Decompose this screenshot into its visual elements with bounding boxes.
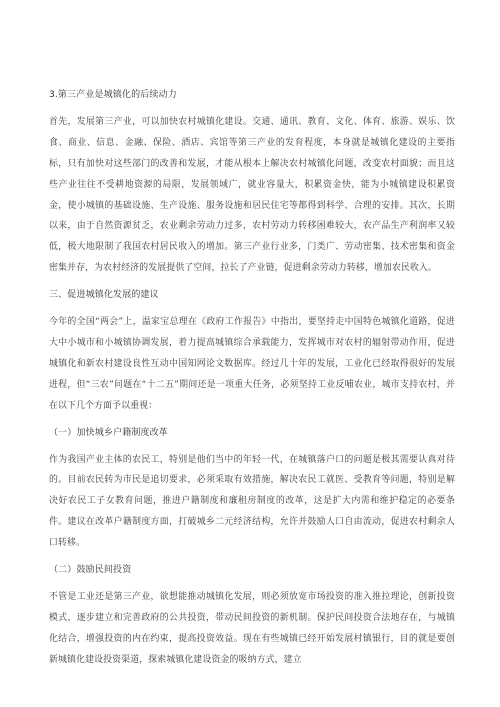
paragraph-suggestions: 今年的全国“两会”上，温家宝总理在《政府工作报告》中指出，要坚持走中国特色城镇化道路，促进大中小城市和小城镇协调发展，着力提高城镇综合承载能力，发挥城市对农村的辐射带动作用，促进城镇化和新农村建设良性互动中国知网论文数据库。经过几十年的发展，工业化已经取得很好的发展进程，但“三农”问题在“十二五”期间还是一项重大任务，必须坚持工业反哺农业，城市支持农村，并在以下几个方面予以重视： [49,317,455,411]
paragraph-third-industry: 首先，发展第三产业，可以加快农村城镇化建设。交通、通讯、教育、文化、体育、旅游、娱乐、饮食、商业、信息、金融、保险、酒店、宾馆等第三产业的发育程度，本身就是城镇化建设的主要指标，只有加快对这些部门的改善和发展，才能从根本上解决农村城镇化问题，改变农村面貌；而且这些产业往往不受耕地资源的局限，发展领域广，就业容量大，积累资金快，能为小城镇建设积累资金，使小城镇的基础设施、生产设施、服务设施和居民住宅等都得到科学、合理的安排。其次，长期以来，由于自然资源贫乏，农业剩余劳动力过多，农村劳动力转移困难较大，农产品生产利润率又较低，极大地限制了我国农村居民收入的增加。第三产业行业多，门类广、劳动密集、技术密集和资金密集并存，为农村经济的发展提供了空间，拉长了产业链，促进剩余劳动力转移，增加农民收入。 [49,116,455,274]
section-heading-private-investment: （二）鼓励民间投资 [49,565,132,576]
paragraph-private-investment: 不管是工业还是第三产业，欲想能推动城镇化发展，则必须放宽市场投资的准入推拉理论，创新投资模式，逐步建立和完善政府的公共投资，带动民间投资的新机制。保护民间投资合法地存在，与城镇化结合，增强投资的内在约束，提高投资效益。现在有些城镇已经开始发展村镇银行，目的就是要创新城镇化建设投资渠道，探索城镇化建设资金的吸纳方式，建立 [49,591,455,665]
paragraph-household-reform: 作为我国产业主体的农民工，特别是他们当中的年轻一代，在城镇落户口的问题是极其需要认真对待的。目前农民转为市民是追切要求，必须采取有效措施，解决农民工就医、受教育等问题，特别是解决好农民工子女教育问题，推进户籍制度和廉租房制度的改革，这是扩大内需和维护稳定的必要条件。建议在改革户籍制度方面，打破城乡二元经济结构，允许并鼓励人口自由流动，促进农村剩余人口转移。 [49,454,455,549]
section-heading-household-reform: （一）加快城乡户籍制度改革 [49,427,168,438]
section-heading-third-industry: 3.第三产业是城镇化的后续动力 [49,90,177,100]
document-body [49,85,455,671]
section-heading-suggestions: 三、促进城镇化发展的建议 [49,290,159,301]
